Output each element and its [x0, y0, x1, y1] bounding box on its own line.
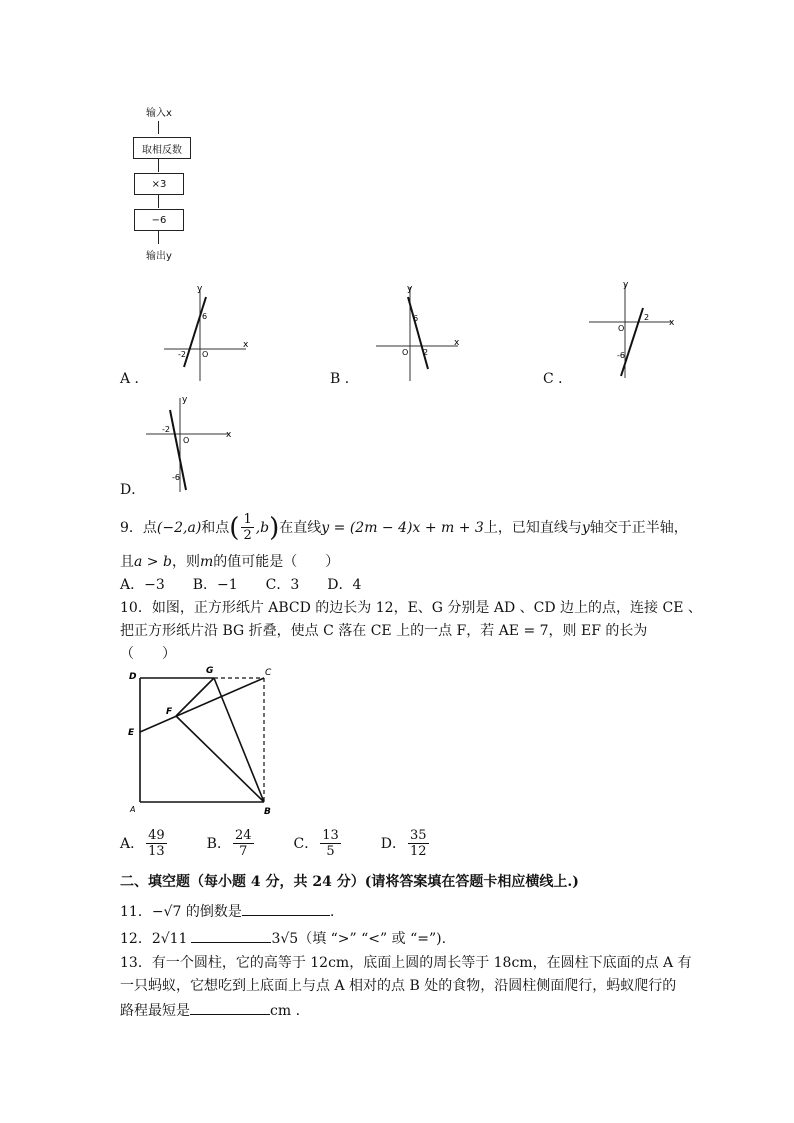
origin-label: O: [618, 324, 625, 333]
question-13-line3: 路程最短是 cm .: [120, 999, 300, 1021]
flow-arrow: [158, 231, 159, 244]
x-axis-label: x: [243, 340, 249, 350]
answer-blank[interactable]: [190, 999, 270, 1015]
q10-option-b-key: B．: [206, 835, 231, 852]
x-intercept-label: -2: [162, 425, 170, 434]
option-b-label: B ．: [330, 371, 359, 387]
flow-arrow: [158, 159, 159, 172]
q9-mid: 在直线: [279, 519, 322, 536]
flow-arrow: [158, 195, 159, 208]
q9-post2: 轴交于正半轴，: [589, 519, 688, 536]
y-intercept-label: 6: [202, 312, 208, 321]
flowchart-step-multiply: ×3: [134, 173, 184, 195]
question-10-line1: 10．如图，正方形纸片 ABCD 的边长为 12，E、G 分别是 AD 、CD 边上的点，连接 CE 、: [120, 600, 702, 616]
flow-arrow: [158, 121, 159, 134]
x-axis-label: x: [226, 430, 232, 440]
q9-axis: y: [581, 519, 590, 536]
y-axis-label: y: [197, 284, 203, 294]
origin-label: O: [402, 348, 409, 357]
y-axis-label: y: [182, 395, 188, 405]
vertex-c-label: C: [265, 668, 272, 678]
question-9-line2: 且a > b，则m的值可能是（ ）: [120, 554, 340, 570]
q9-equation: y = (2m − 4)x + m + 3: [321, 519, 484, 536]
graph-c: [585, 278, 680, 380]
question-9-options: A．−3 B．−1 C．3 D．4: [120, 577, 362, 593]
y-intercept-label: 6: [413, 314, 419, 323]
question-10-line2: 把正方形纸片沿 BG 折叠，使点 C 落在 CE 上的一点 F，若 AE = 7，则 EF 的长为: [120, 623, 648, 639]
q10-option-b-fraction: $\frac{24}{7}$: [234, 828, 252, 859]
q10-option-c-key: C．: [293, 835, 319, 852]
point-f-label: F: [166, 707, 173, 717]
graph-d: [142, 394, 237, 494]
origin-label: O: [202, 350, 209, 359]
vertex-a-label: A: [130, 805, 136, 814]
option-c-label: C ．: [543, 371, 573, 387]
question-13-line1: 13．有一个圆柱，它的高等于 12cm，底面上圆的周长等于 18cm，在圆柱下底面的点 A 有: [120, 955, 692, 971]
answer-blank[interactable]: [191, 927, 271, 943]
y-intercept-label: -6: [617, 351, 625, 360]
vertex-d-label: D: [129, 672, 137, 682]
q10-option-d-fraction: $\frac{35}{12}$: [410, 828, 427, 859]
y-axis-label: y: [623, 280, 629, 290]
vertex-b-label: B: [264, 807, 271, 816]
graph-b: [372, 283, 462, 383]
x-axis-label: x: [669, 318, 675, 328]
flowchart-input: 输入x: [134, 102, 184, 120]
x-intercept-label: 2: [423, 348, 429, 357]
answer-blank[interactable]: [242, 900, 330, 916]
q9-prefix: 9．点: [120, 519, 157, 536]
y-intercept-label: -6: [172, 473, 180, 482]
y-axis-label: y: [407, 284, 413, 294]
graph-a: [160, 283, 250, 383]
square-fold-figure: [124, 664, 284, 816]
question-10-line3: （ ）: [120, 646, 176, 662]
q10-option-c-fraction: $\frac{13}{5}$: [322, 828, 339, 859]
flowchart-output: 输出y: [134, 245, 184, 263]
q9-point2: ,b: [255, 519, 270, 536]
q9-and: 和点: [201, 519, 230, 536]
q9-post: 上，已知直线与: [483, 519, 582, 536]
point-e-label: E: [128, 728, 135, 738]
section-heading: 二、填空题（每小题 4 分，共 24 分）(请将答案填在答题卡相应横线上.): [120, 874, 579, 890]
flowchart-step-negate: 取相反数: [133, 137, 191, 159]
x-intercept-label: -2: [178, 350, 186, 359]
option-a-label: A ．: [120, 371, 149, 387]
x-intercept-label: 2: [644, 313, 650, 322]
question-11: 11．−√7 的倒数是 .: [120, 900, 334, 922]
question-10-options: [120, 828, 431, 859]
flowchart-step-subtract: −6: [134, 209, 184, 231]
q10-option-a-key: A．: [120, 835, 145, 852]
x-axis-label: x: [454, 338, 460, 348]
origin-label: O: [183, 436, 190, 445]
q10-option-a-fraction: $\frac{49}{13}$: [148, 828, 165, 859]
q9-fraction: $\frac{1}{2}$: [243, 512, 252, 543]
q10-option-d-key: D．: [380, 835, 407, 852]
question-12: 12．2√11 3√5（填 “>” “<” 或 “=”).: [120, 927, 446, 949]
vertex-g-label: G: [206, 666, 214, 676]
question-9: 9．点 (−2,a) 和点 ( $\frac{1}{2}$ ,b ) 在直线 y = (2m − 4)x + m + 3 上，已知直线与 y 轴交于正半轴，: [120, 512, 688, 543]
option-d-label: D．: [120, 482, 146, 498]
q9-point1: (−2,a): [156, 519, 202, 536]
question-13-line2: 一只蚂蚁，它想吃到上底面上与点 A 相对的点 B 处的食物，沿圆柱侧面爬行，蚂蚁爬行的: [120, 978, 677, 994]
